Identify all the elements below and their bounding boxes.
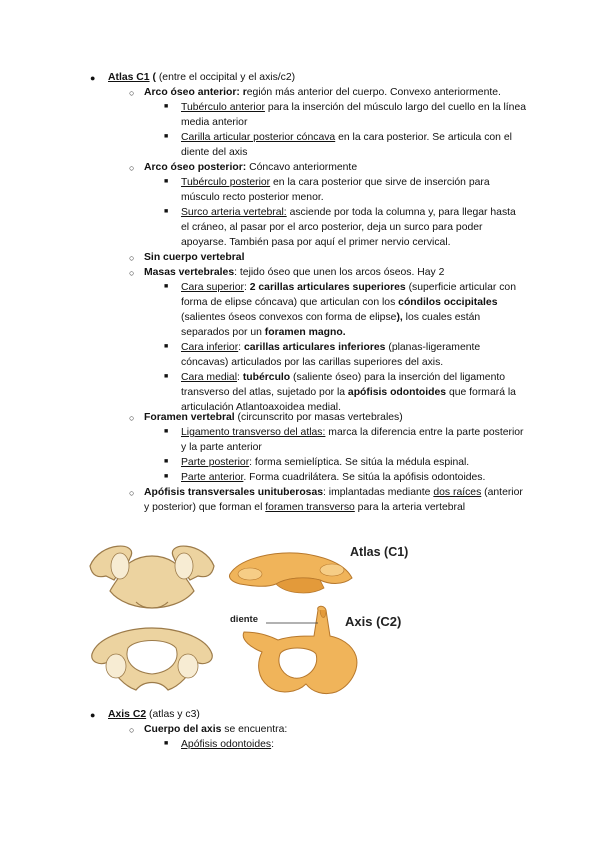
bullet-square: ■: [164, 133, 169, 140]
vertebrae-illustration: [80, 536, 510, 708]
label-diente: diente: [230, 614, 258, 625]
arco-posterior: Arco óseo posterior: Cóncavo anteriormente: [144, 162, 358, 173]
label-atlas-c1: Atlas (C1): [350, 545, 409, 559]
bullet-square: ■: [164, 373, 169, 380]
bullet-circle: ○: [129, 725, 135, 735]
bullet-disc: ●: [90, 710, 96, 720]
list-item: Surco arteria vertebral: asciende por toda la columna y, para llegar hasta el cráneo, al pasar por el arco posterior, deja un surco para poder apoyarse. También pasa por aquí el primer nervio cervical.: [181, 207, 516, 248]
foramen-vertebral: Foramen vertebral (circunscrito por masas vertebrales): [144, 412, 403, 423]
bullet-square: ■: [164, 458, 169, 465]
list-item: Cara medial: tubérculo (saliente óseo) para la inserción del ligamento transverso del atlas, sujetado por la apófisis odontoides que formará la articulación Atlantoaxoidea medial.: [181, 372, 516, 413]
bullet-circle: ○: [129, 413, 135, 423]
bullet-disc: ●: [90, 73, 96, 83]
atlas-c1-illustration: [229, 553, 352, 593]
list-item: Tubérculo posterior en la cara posterior que sirve de inserción para músculo recto posterior menor.: [181, 177, 490, 203]
list-item: Parte anterior. Forma cuadrilátera. Se sitúa la apófisis odontoides.: [181, 472, 486, 483]
list-item: Ligamento transverso del atlas: marca la diferencia entre la parte posterior y la parte anterior: [181, 427, 524, 453]
bullet-square: ■: [164, 343, 169, 350]
list-item: Cara inferior: carillas articulares inferiores (planas-ligeramente cóncavas) articulados por las carillas superiores del axis.: [181, 342, 481, 368]
masas-vertebrales: Masas vertebrales: tejido óseo que unen los arcos óseos. Hay 2: [144, 267, 445, 278]
list-item: Cara superior: 2 carillas articulares superiores (superficie articular con forma de elipse cóncava) que articulan con los cóndilos occipitales (salientes óseos convexos con forma de elipse), los cuales están separados por un foramen magno.: [181, 282, 516, 338]
bullet-circle: ○: [129, 268, 135, 278]
vertebrae-figure: [80, 536, 510, 708]
bullet-square: ■: [164, 428, 169, 435]
apofisis-transversales: Apófisis transversales unituberosas: implantadas mediante dos raíces (anterior y posterior) que forman el foramen transverso para la arteria vertebral: [144, 487, 523, 513]
bullet-circle: ○: [129, 253, 135, 263]
bullet-circle: ○: [129, 163, 135, 173]
bullet-square: ■: [164, 283, 169, 290]
list-item: Parte posterior: forma semielíptica. Se sitúa la médula espinal.: [181, 457, 470, 468]
bullet-square: ■: [164, 208, 169, 215]
bullet-circle: ○: [129, 488, 135, 498]
bullet-square: ■: [164, 178, 169, 185]
atlas-heading: Atlas C1 ( (entre el occipital y el axis/c2): [108, 72, 296, 83]
list-item: Apófisis odontoides:: [181, 739, 275, 750]
bullet-square: ■: [164, 103, 169, 110]
atlas-inferior-view: [92, 628, 213, 690]
bullet-circle: ○: [129, 88, 135, 98]
label-axis-c2: Axis (C2): [345, 614, 402, 629]
axis-heading: Axis C2 (atlas y c3): [108, 709, 200, 720]
list-item: Carilla articular posterior cóncava en la cara posterior. Se articula con el diente del axis: [181, 132, 512, 158]
cuerpo-del-axis: Cuerpo del axis se encuentra:: [144, 724, 288, 735]
list-item: Tubérculo anterior para la inserción del músculo largo del cuello en la línea media anterior: [181, 102, 527, 128]
arco-anterior: Arco óseo anterior: región más anterior del cuerpo. Convexo anteriormente.: [144, 87, 501, 98]
bullet-square: ■: [164, 740, 169, 747]
sin-cuerpo: Sin cuerpo vertebral: [144, 252, 245, 263]
axis-c2-illustration: [243, 606, 357, 693]
bullet-square: ■: [164, 473, 169, 480]
atlas-superior-view: [90, 546, 214, 608]
